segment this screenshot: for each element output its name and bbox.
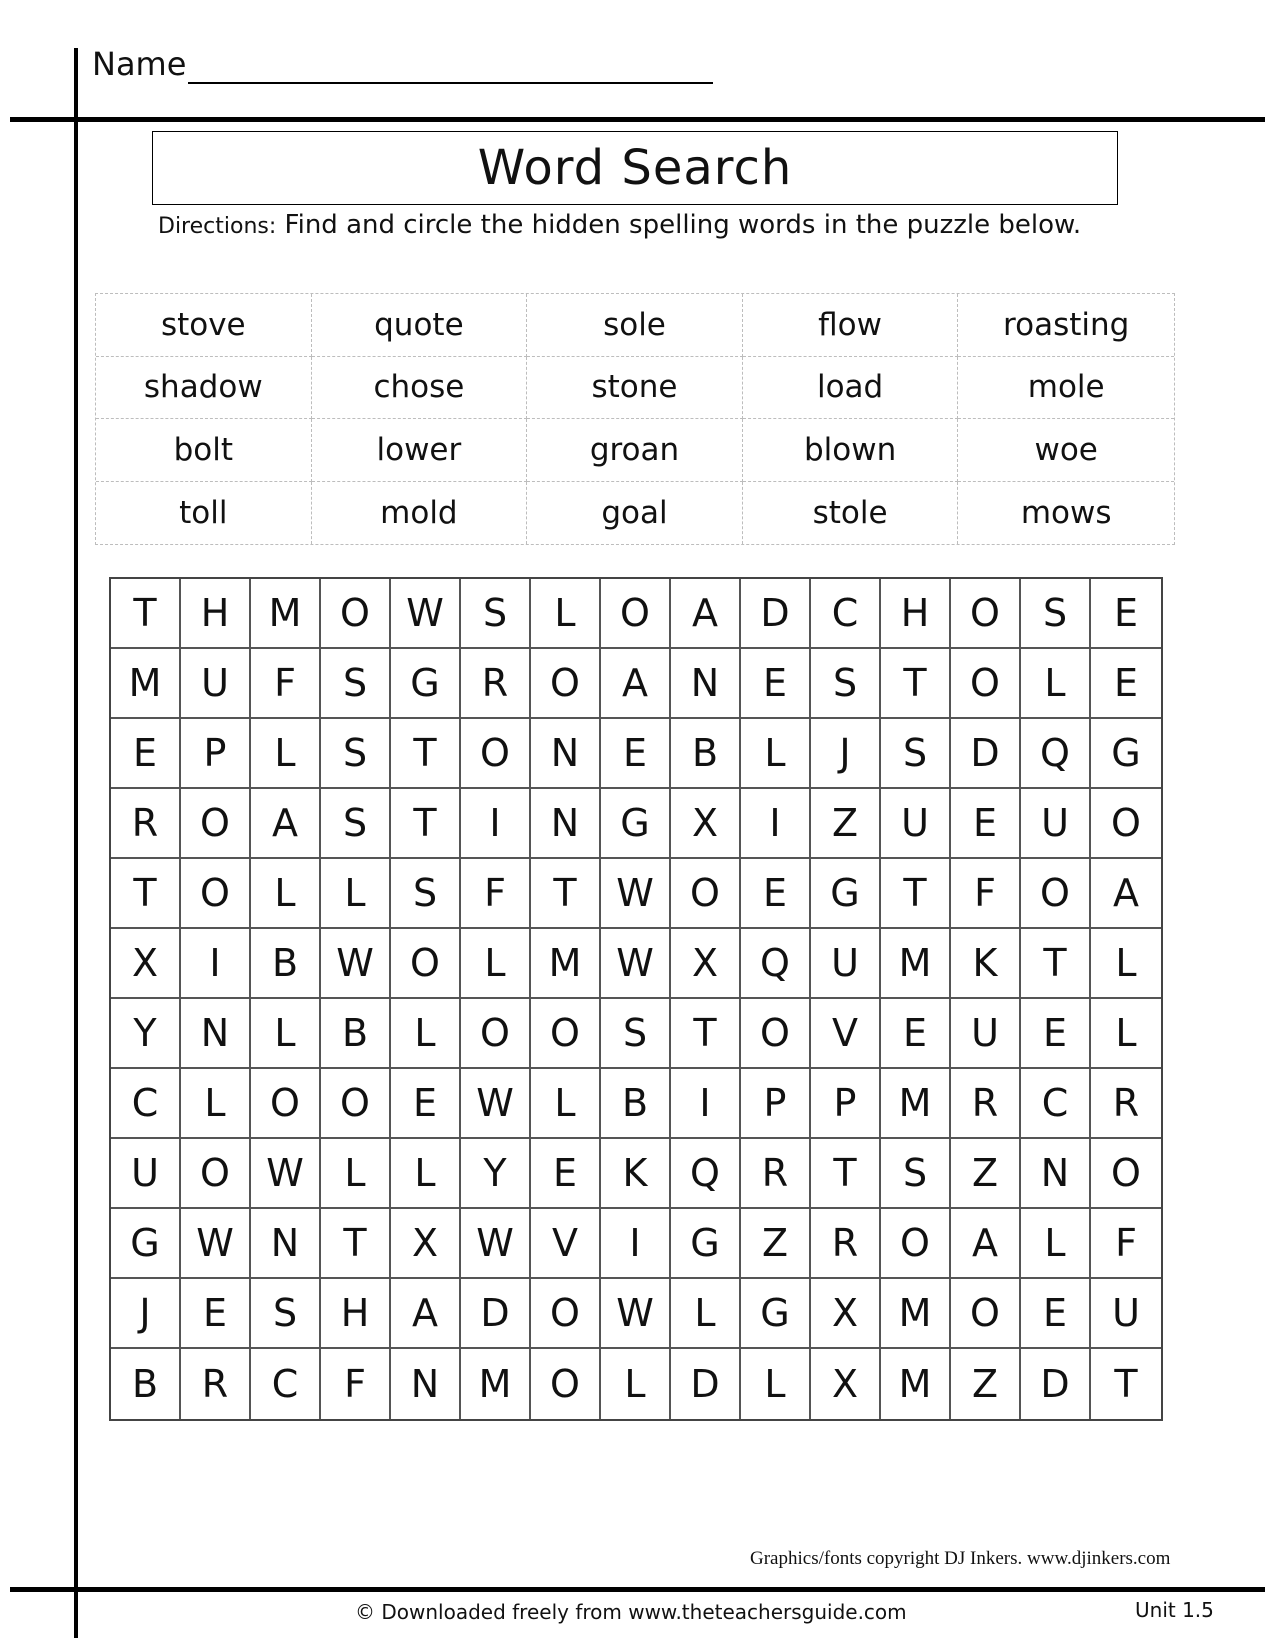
puzzle-letter-cell[interactable]: U xyxy=(881,789,951,859)
puzzle-letter-cell[interactable]: L xyxy=(741,1349,811,1419)
puzzle-letter-cell[interactable]: O xyxy=(321,579,391,649)
puzzle-letter-cell[interactable]: S xyxy=(461,579,531,649)
puzzle-letter-cell[interactable]: V xyxy=(811,999,881,1069)
word-bank-item: toll xyxy=(96,482,312,545)
puzzle-letter-cell[interactable]: L xyxy=(321,1139,391,1209)
puzzle-letter-cell[interactable]: I xyxy=(461,789,531,859)
puzzle-letter-cell[interactable]: C xyxy=(1021,1069,1091,1139)
puzzle-letter-cell[interactable]: L xyxy=(251,859,321,929)
puzzle-letter-cell[interactable]: G xyxy=(391,649,461,719)
puzzle-letter-cell[interactable]: U xyxy=(181,649,251,719)
word-bank-item: stove xyxy=(96,294,312,357)
puzzle-letter-cell[interactable]: R xyxy=(111,789,181,859)
puzzle-letter-cell[interactable]: P xyxy=(811,1069,881,1139)
puzzle-letter-cell[interactable]: P xyxy=(741,1069,811,1139)
puzzle-letter-cell[interactable]: H xyxy=(181,579,251,649)
puzzle-letter-cell[interactable]: R xyxy=(951,1069,1021,1139)
puzzle-letter-cell[interactable]: X xyxy=(811,1349,881,1419)
puzzle-letter-cell[interactable]: D xyxy=(741,579,811,649)
puzzle-letter-cell[interactable]: W xyxy=(391,579,461,649)
puzzle-letter-cell[interactable]: W xyxy=(251,1139,321,1209)
puzzle-letter-cell[interactable]: G xyxy=(601,789,671,859)
puzzle-letter-cell[interactable]: N xyxy=(181,999,251,1069)
puzzle-letter-cell[interactable]: U xyxy=(111,1139,181,1209)
puzzle-letter-cell[interactable]: O xyxy=(741,999,811,1069)
puzzle-letter-cell[interactable]: M xyxy=(461,1349,531,1419)
puzzle-letter-cell[interactable]: A xyxy=(601,649,671,719)
puzzle-letter-cell[interactable]: W xyxy=(321,929,391,999)
puzzle-letter-cell[interactable]: R xyxy=(741,1139,811,1209)
puzzle-letter-cell[interactable]: X xyxy=(391,1209,461,1279)
word-bank-item: stole xyxy=(743,482,959,545)
puzzle-letter-cell[interactable]: L xyxy=(461,929,531,999)
puzzle-letter-cell[interactable]: A xyxy=(251,789,321,859)
puzzle-letter-cell[interactable]: O xyxy=(1091,1139,1161,1209)
puzzle-letter-cell[interactable]: A xyxy=(391,1279,461,1349)
puzzle-letter-cell[interactable]: Q xyxy=(1021,719,1091,789)
puzzle-letter-cell[interactable]: L xyxy=(1091,929,1161,999)
puzzle-letter-cell[interactable]: S xyxy=(601,999,671,1069)
puzzle-letter-cell[interactable]: O xyxy=(531,649,601,719)
puzzle-letter-cell[interactable]: B xyxy=(251,929,321,999)
puzzle-letter-cell[interactable]: N xyxy=(531,789,601,859)
footer-horizontal-rule xyxy=(10,1587,1265,1592)
puzzle-letter-cell[interactable]: R xyxy=(1091,1069,1161,1139)
puzzle-letter-cell[interactable]: T xyxy=(321,1209,391,1279)
puzzle-letter-cell[interactable]: L xyxy=(671,1279,741,1349)
puzzle-letter-cell[interactable]: Z xyxy=(741,1209,811,1279)
puzzle-letter-cell[interactable]: X xyxy=(671,929,741,999)
puzzle-letter-cell[interactable]: F xyxy=(321,1349,391,1419)
puzzle-letter-cell[interactable]: E xyxy=(1091,579,1161,649)
puzzle-letter-cell[interactable]: E xyxy=(1021,999,1091,1069)
puzzle-letter-cell[interactable]: V xyxy=(531,1209,601,1279)
puzzle-letter-cell[interactable]: S xyxy=(251,1279,321,1349)
puzzle-letter-cell[interactable]: E xyxy=(531,1139,601,1209)
puzzle-letter-cell[interactable]: O xyxy=(181,1139,251,1209)
puzzle-letter-cell[interactable]: L xyxy=(181,1069,251,1139)
name-field xyxy=(92,44,713,84)
puzzle-letter-cell[interactable]: D xyxy=(671,1349,741,1419)
puzzle-letter-cell[interactable]: S xyxy=(881,1139,951,1209)
name-blank-line[interactable] xyxy=(188,52,713,84)
puzzle-letter-cell[interactable]: T xyxy=(1114,1362,1138,1406)
puzzle-letter-cell[interactable]: O xyxy=(531,1279,601,1349)
puzzle-letter-cell[interactable]: M xyxy=(881,1349,951,1419)
puzzle-letter-cell[interactable]: J xyxy=(811,719,881,789)
puzzle-letter-cell[interactable]: O xyxy=(531,999,601,1069)
word-bank-item: flow xyxy=(743,294,959,357)
puzzle-letter-cell[interactable]: N xyxy=(671,649,741,719)
puzzle-letter-cell[interactable]: O xyxy=(671,859,741,929)
copyright-notice: Graphics/fonts copyright DJ Inkers. www.djinkers.com xyxy=(750,1548,1171,1569)
puzzle-letter-cell[interactable]: U xyxy=(951,999,1021,1069)
puzzle-letter-cell[interactable]: E xyxy=(951,789,1021,859)
puzzle-letter-cell[interactable]: S xyxy=(1021,579,1091,649)
puzzle-letter-cell[interactable]: H xyxy=(321,1279,391,1349)
word-bank-item: stone xyxy=(527,357,743,420)
puzzle-letter-cell[interactable]: U xyxy=(1091,1279,1161,1349)
puzzle-letter-cell[interactable]: B xyxy=(671,719,741,789)
puzzle-letter-cell[interactable]: F xyxy=(1091,1209,1161,1279)
puzzle-letter-cell[interactable]: L xyxy=(741,719,811,789)
puzzle-letter-cell[interactable]: A xyxy=(671,579,741,649)
word-bank-item: lower xyxy=(312,419,528,482)
puzzle-letter-cell[interactable]: C xyxy=(251,1349,321,1419)
puzzle-letter-cell[interactable]: O xyxy=(181,859,251,929)
puzzle-letter-cell[interactable]: L xyxy=(601,1349,671,1419)
word-bank-item: roasting xyxy=(958,294,1174,357)
puzzle-letter-cell[interactable]: B xyxy=(111,1349,181,1419)
puzzle-letter-cell[interactable]: G xyxy=(741,1279,811,1349)
puzzle-letter-cell[interactable]: I xyxy=(671,1069,741,1139)
puzzle-letter-cell[interactable]: L xyxy=(1021,1209,1091,1279)
puzzle-letter-cell[interactable]: S xyxy=(321,649,391,719)
puzzle-letter-cell[interactable]: O xyxy=(321,1069,391,1139)
puzzle-letter-cell[interactable]: E xyxy=(391,1069,461,1139)
puzzle-letter-cell[interactable]: F xyxy=(251,649,321,719)
puzzle-letter-cell[interactable]: O xyxy=(951,649,1021,719)
word-bank-item: goal xyxy=(527,482,743,545)
puzzle-letter-cell[interactable]: M xyxy=(881,1069,951,1139)
puzzle-letter-cell[interactable]: P xyxy=(181,719,251,789)
puzzle-letter-cell[interactable]: O xyxy=(1021,859,1091,929)
puzzle-letter-cell[interactable]: O xyxy=(391,929,461,999)
puzzle-letter-cell[interactable]: R xyxy=(461,649,531,719)
puzzle-letter-cell[interactable]: G xyxy=(671,1209,741,1279)
word-bank-item: groan xyxy=(527,419,743,482)
directions-text: Find and circle the hidden spelling words in the puzzle below. xyxy=(284,210,1082,240)
puzzle-letter-cell[interactable]: M xyxy=(881,1279,951,1349)
puzzle-letter-cell[interactable]: T xyxy=(881,649,951,719)
puzzle-letter-cell[interactable]: X xyxy=(111,929,181,999)
puzzle-letter-cell[interactable]: E xyxy=(181,1279,251,1349)
puzzle-letter-cell[interactable]: G xyxy=(111,1209,181,1279)
puzzle-letter-cell[interactable]: E xyxy=(601,719,671,789)
puzzle-letter-cell[interactable]: A xyxy=(1091,859,1161,929)
puzzle-letter-cell[interactable]: L xyxy=(251,999,321,1069)
puzzle-letter-cell[interactable]: X xyxy=(671,789,741,859)
directions xyxy=(158,210,1081,240)
puzzle-letter-cell[interactable]: R xyxy=(181,1349,251,1419)
puzzle-letter-cell[interactable]: L xyxy=(1021,649,1091,719)
puzzle-letter-cell[interactable]: Z xyxy=(951,1349,1021,1419)
puzzle-letter-cell[interactable]: Q xyxy=(671,1139,741,1209)
puzzle-letter-cell[interactable]: L xyxy=(251,719,321,789)
puzzle-letter-cell[interactable]: J xyxy=(111,1279,181,1349)
word-bank-item: mold xyxy=(312,482,528,545)
puzzle-letter-cell[interactable]: M xyxy=(251,579,321,649)
puzzle-letter-cell[interactable]: A xyxy=(951,1209,1021,1279)
footer-download-notice: © Downloaded freely from www.theteachersguide.com xyxy=(355,1600,907,1624)
puzzle-letter-cell[interactable]: T xyxy=(671,999,741,1069)
puzzle-letter-cell[interactable]: B xyxy=(601,1069,671,1139)
puzzle-letter-cell[interactable]: S xyxy=(811,649,881,719)
puzzle-letter-cell[interactable]: L xyxy=(531,579,601,649)
puzzle-letter-cell[interactable]: O xyxy=(881,1209,951,1279)
title-box xyxy=(152,131,1118,205)
puzzle-letter-cell[interactable]: K xyxy=(601,1139,671,1209)
puzzle-letter-cell[interactable]: O xyxy=(461,719,531,789)
puzzle-letter-cell[interactable]: C xyxy=(111,1069,181,1139)
puzzle-letter-cell[interactable]: Y xyxy=(461,1139,531,1209)
word-bank-item: bolt xyxy=(96,419,312,482)
puzzle-letter-cell[interactable]: O xyxy=(251,1069,321,1139)
puzzle-letter-cell[interactable]: M xyxy=(881,929,951,999)
puzzle-letter-cell[interactable]: O xyxy=(951,1279,1021,1349)
puzzle-letter-cell[interactable]: K xyxy=(951,929,1021,999)
puzzle-letter-cell[interactable]: T xyxy=(391,719,461,789)
puzzle-letter-cell[interactable]: B xyxy=(321,999,391,1069)
word-search-grid xyxy=(109,577,1163,1421)
puzzle-letter-cell[interactable]: Z xyxy=(951,1139,1021,1209)
puzzle-letter-cell[interactable]: S xyxy=(391,859,461,929)
puzzle-letter-cell[interactable]: W xyxy=(601,859,671,929)
puzzle-letter-cell[interactable]: W xyxy=(461,1209,531,1279)
word-bank-item: quote xyxy=(312,294,528,357)
puzzle-letter-cell[interactable]: S xyxy=(321,719,391,789)
puzzle-letter-cell[interactable]: M xyxy=(531,929,601,999)
puzzle-letter-cell[interactable]: W xyxy=(461,1069,531,1139)
word-bank-item: load xyxy=(743,357,959,420)
puzzle-letter-cell[interactable]: E xyxy=(111,719,181,789)
puzzle-letter-cell[interactable]: W xyxy=(601,1279,671,1349)
puzzle-letter-cell[interactable]: R xyxy=(811,1209,881,1279)
puzzle-letter-cell[interactable]: L xyxy=(391,999,461,1069)
puzzle-letter-cell[interactable]: I xyxy=(181,929,251,999)
puzzle-letter-cell[interactable]: T xyxy=(391,789,461,859)
puzzle-letter-cell[interactable]: T xyxy=(531,859,601,929)
puzzle-letter-cell[interactable]: T xyxy=(881,859,951,929)
word-bank-item: shadow xyxy=(96,357,312,420)
puzzle-letter-cell[interactable]: W xyxy=(601,929,671,999)
name-label: Name xyxy=(92,45,187,83)
puzzle-letter-cell[interactable]: X xyxy=(811,1279,881,1349)
directions-label: Directions: xyxy=(158,214,277,239)
page-title: Word Search xyxy=(477,140,793,196)
puzzle-letter-cell[interactable]: D xyxy=(461,1279,531,1349)
puzzle-letter-cell[interactable]: O xyxy=(531,1349,601,1419)
puzzle-letter-cell[interactable]: I xyxy=(601,1209,671,1279)
puzzle-letter-cell[interactable]: G xyxy=(1091,719,1161,789)
puzzle-letter-cell[interactable]: O xyxy=(951,579,1021,649)
puzzle-letter-cell[interactable]: F xyxy=(461,859,531,929)
puzzle-letter-cell[interactable]: L xyxy=(531,1069,601,1139)
puzzle-letter-cell[interactable]: E xyxy=(1021,1279,1091,1349)
word-bank-item: mole xyxy=(958,357,1174,420)
puzzle-letter-cell[interactable]: O xyxy=(461,999,531,1069)
puzzle-letter-cell[interactable]: U xyxy=(811,929,881,999)
word-bank-item: woe xyxy=(958,419,1174,482)
puzzle-letter-cell[interactable]: O xyxy=(181,789,251,859)
puzzle-letter-cell[interactable]: H xyxy=(881,579,951,649)
footer-unit-label: Unit 1.5 xyxy=(1135,1598,1214,1622)
puzzle-letter-cell[interactable]: N xyxy=(391,1349,461,1419)
puzzle-letter-cell[interactable]: T xyxy=(111,859,181,929)
puzzle-letter-cell[interactable]: Q xyxy=(741,929,811,999)
puzzle-letter-cell[interactable]: Y xyxy=(111,999,181,1069)
puzzle-letter-cell[interactable]: E xyxy=(1091,649,1161,719)
puzzle-letter-cell[interactable]: D xyxy=(1021,1349,1091,1419)
puzzle-letter-cell[interactable]: E xyxy=(881,999,951,1069)
puzzle-letter-cell[interactable]: I xyxy=(741,789,811,859)
puzzle-letter-cell[interactable]: D xyxy=(951,719,1021,789)
puzzle-letter-cell[interactable]: L xyxy=(1091,999,1161,1069)
puzzle-letter-cell[interactable]: N xyxy=(531,719,601,789)
puzzle-letter-cell[interactable]: Z xyxy=(811,789,881,859)
puzzle-letter-cell[interactable]: T xyxy=(811,1139,881,1209)
header-horizontal-rule xyxy=(10,117,1265,122)
puzzle-letter-cell[interactable]: C xyxy=(811,579,881,649)
puzzle-letter-cell[interactable]: N xyxy=(1021,1139,1091,1209)
puzzle-letter-cell[interactable]: G xyxy=(811,859,881,929)
puzzle-letter-cell[interactable]: E xyxy=(741,859,811,929)
word-bank-item: mows xyxy=(1020,494,1112,531)
puzzle-letter-cell[interactable]: W xyxy=(181,1209,251,1279)
puzzle-letter-cell[interactable]: T xyxy=(111,579,181,649)
puzzle-letter-cell[interactable]: T xyxy=(1021,929,1091,999)
margin-vertical-rule xyxy=(74,48,78,1638)
word-bank xyxy=(95,293,1175,545)
puzzle-letter-cell[interactable]: S xyxy=(321,789,391,859)
puzzle-letter-cell[interactable]: N xyxy=(251,1209,321,1279)
puzzle-letter-cell[interactable]: O xyxy=(601,579,671,649)
puzzle-letter-cell[interactable]: E xyxy=(741,649,811,719)
puzzle-letter-cell[interactable]: S xyxy=(881,719,951,789)
puzzle-letter-cell[interactable]: L xyxy=(321,859,391,929)
word-bank-item: chose xyxy=(312,357,528,420)
word-bank-item: sole xyxy=(527,294,743,357)
puzzle-letter-cell[interactable]: U xyxy=(1021,789,1091,859)
word-bank-item: blown xyxy=(743,419,959,482)
puzzle-letter-cell[interactable]: L xyxy=(391,1139,461,1209)
puzzle-letter-cell[interactable]: M xyxy=(111,649,181,719)
puzzle-letter-cell[interactable]: F xyxy=(951,859,1021,929)
puzzle-letter-cell[interactable]: O xyxy=(1091,789,1161,859)
